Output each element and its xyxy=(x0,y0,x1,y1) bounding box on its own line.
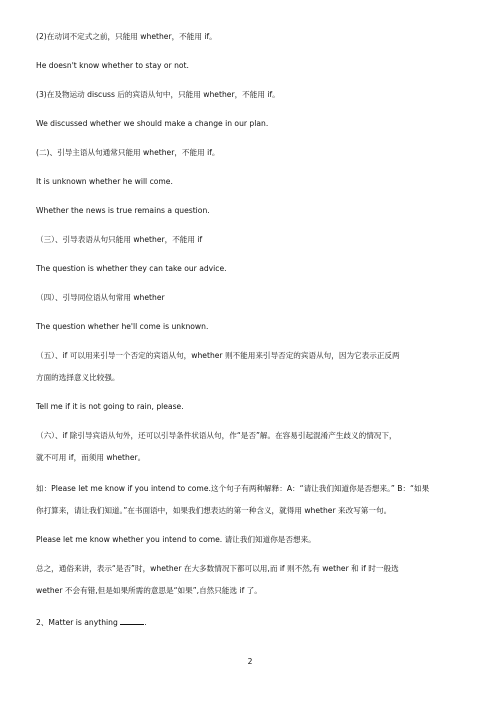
question-line xyxy=(36,617,147,627)
text-line: Whether the news is true remains a question. xyxy=(36,206,210,215)
text-line: （五）、if 可以用来引导一个否定的宾语从句，whether 则不能用来引导否定的宾语从句，因为它表示正反两 xyxy=(36,351,400,360)
text-line: We discussed whether we should make a change in our plan. xyxy=(36,119,269,128)
page-number: 2 xyxy=(247,657,253,666)
text-line: （三）、引导表语从句只能用 whether，不能用 if xyxy=(36,235,203,244)
text-line: 方面的选择意义比较强。 xyxy=(36,373,120,382)
text-line: (二)、引导主语从句通常只能用 whether，不能用 if。 xyxy=(36,148,220,157)
text-line: 你打算来，请让我们知道。”在书面语中，如果我们想表达的第一种含义，就得用 whether 来改写第一句。 xyxy=(36,506,392,515)
text-line: 总之，通俗来讲，表示“是否”时，whether 在大多数情况下都可以用,而 if 则不然,有 wether 和 if 时一般选 xyxy=(36,564,399,573)
text-line: The question is whether they can take our advice. xyxy=(36,264,227,273)
text-line: 就不可用 if，而须用 whether。 xyxy=(36,453,146,462)
answer-blank xyxy=(120,617,147,627)
text-line: wether 不会有错,但是如果所需的意思是“如果”,自然只能选 if 了。 xyxy=(36,586,262,595)
text-line: （四）、引导同位语从句常用 whether xyxy=(36,293,165,302)
text-line: Please let me know whether you intend to come. 请让我们知道你是否想来。 xyxy=(36,535,316,544)
question-text: 2、Matter is anything xyxy=(36,618,118,627)
text-line: Tell me if it is not going to rain, please. xyxy=(36,402,184,411)
text-line: （六）、if 除引导宾语从句外，还可以引导条件状语从句，作“是否”解。在容易引起混淆产生歧义的情况下， xyxy=(36,431,397,440)
text-line: (2)在动词不定式之前，只能用 whether，不能用 if。 xyxy=(36,32,217,41)
text-line: (3)在及物运动 discuss 后的宾语从句中，只能用 whether，不能用 if。 xyxy=(36,90,280,99)
question-end: . xyxy=(144,618,147,627)
text-line: It is unknown whether he will come. xyxy=(36,177,173,186)
text-line: 如：Please let me know if you intend to come.这个句子有两种解释：A：“请让我们知道你是否想来。” B：“如果 xyxy=(36,484,430,493)
text-line: The question whether he'll come is unknown. xyxy=(36,322,209,331)
text-line: He doesn't know whether to stay or not. xyxy=(36,61,189,70)
